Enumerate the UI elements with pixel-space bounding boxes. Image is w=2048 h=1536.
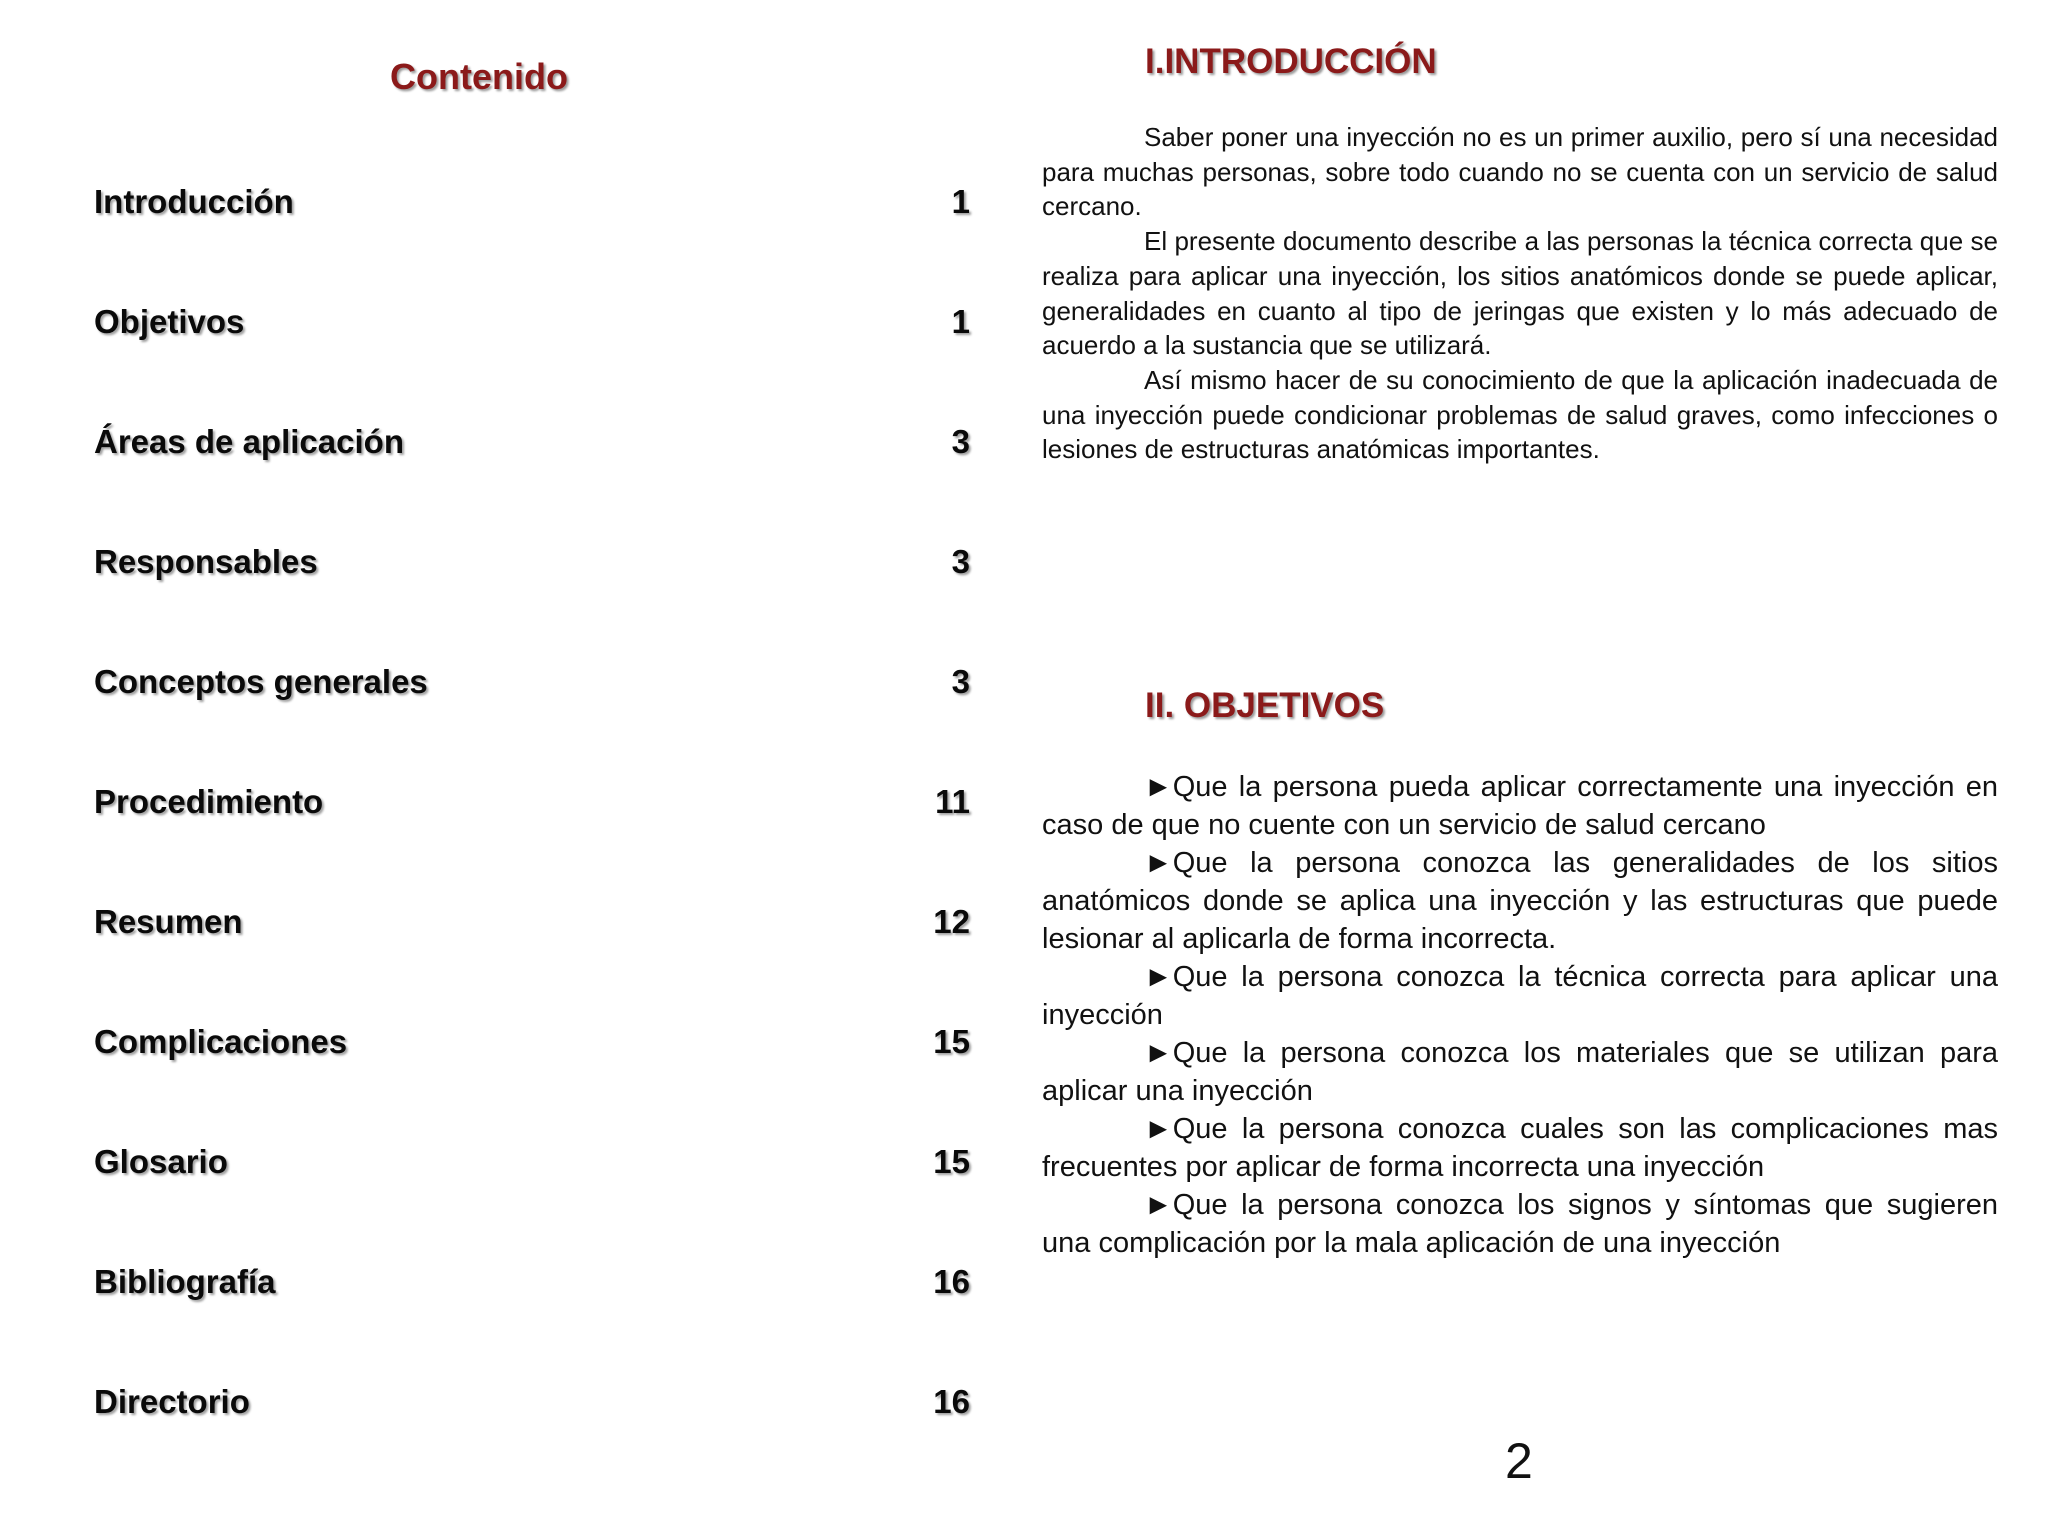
objective-item: ►Que la persona pueda aplicar correctamente una inyección en caso de que no cuente con un servicio de salud cercano	[1042, 771, 1998, 841]
objective-item: ►Que la persona conozca los signos y síntomas que sugieren una complicación por la mala aplicación de una inyección	[1042, 1189, 1998, 1259]
introduction-paragraph: Así mismo hacer de su conocimiento de que la aplicación inadecuada de una inyección puede condicionar problemas de salud graves, como infecciones o lesiones de estructuras anatómicas importantes.	[1042, 364, 1998, 465]
toc-entry-page: 11	[935, 783, 970, 820]
toc-entry-label: Directorio	[94, 1383, 250, 1420]
toc-entry[interactable]	[94, 1020, 970, 1140]
toc-entry-label: Áreas de aplicación	[94, 423, 404, 460]
toc-entry-page: 16	[933, 1263, 970, 1300]
toc-entry-label: Conceptos generales	[94, 663, 428, 700]
toc-entry-label: Glosario	[94, 1143, 228, 1180]
toc-entry-page: 1	[951, 303, 970, 340]
toc-entry[interactable]	[94, 1140, 970, 1260]
toc-entry-page: 16	[933, 1383, 970, 1420]
toc-entry[interactable]	[94, 1380, 970, 1500]
toc-entry[interactable]	[94, 540, 970, 660]
toc-entry-page: 3	[951, 423, 970, 460]
objective-item: ►Que la persona conozca la técnica correcta para aplicar una inyección	[1042, 961, 1998, 1031]
objective-item: ►Que la persona conozca las generalidades de los sitios anatómicos donde se aplica una inyección y las estructuras que puede lesionar al aplicarla de forma incorrecta.	[1042, 847, 1998, 955]
toc-entry-page: 1	[951, 183, 970, 220]
objectives-heading: II. OBJETIVOS	[1145, 686, 1385, 725]
toc-entry[interactable]	[94, 660, 970, 780]
toc-entry[interactable]	[94, 300, 970, 420]
toc-entry-page: 3	[951, 663, 970, 700]
toc-entry[interactable]	[94, 1260, 970, 1380]
introduction-heading: I.INTRODUCCIÓN	[1145, 42, 1437, 81]
page-number: 2	[1505, 1433, 1533, 1489]
introduction-paragraph: Saber poner una inyección no es un primer auxilio, pero sí una necesidad para muchas personas, sobre todo cuando no se cuenta con un servicio de salud cercano.	[1042, 122, 1998, 222]
toc-list	[94, 180, 970, 1500]
toc-entry[interactable]	[94, 780, 970, 900]
toc-entry-page: 15	[933, 1143, 970, 1180]
introduction-body	[1042, 120, 1998, 467]
toc-entry[interactable]	[94, 420, 970, 540]
toc-entry-label: Objetivos	[94, 303, 245, 340]
toc-entry-label: Resumen	[94, 903, 243, 940]
toc-entry-label: Responsables	[94, 543, 318, 580]
toc-entry-page: 3	[951, 543, 970, 580]
objectives-list	[1042, 768, 1998, 1262]
toc-entry[interactable]	[94, 900, 970, 1020]
toc-entry-label: Complicaciones	[94, 1023, 348, 1060]
toc-entry[interactable]	[94, 180, 970, 300]
introduction-paragraph: El presente documento describe a las personas la técnica correcta que se realiza para aplicar una inyección, los sitios anatómicos donde se puede aplicar, generalidades en cuanto al tipo de jeringas que existen y lo más adecuado de acuerdo a la sustancia que se utilizará.	[1042, 226, 1998, 361]
toc-entry-page: 12	[933, 903, 970, 940]
objective-item: ►Que la persona conozca cuales son las complicaciones mas frecuentes por aplicar de forma incorrecta una inyección	[1042, 1113, 1998, 1183]
toc-entry-page: 15	[933, 1023, 970, 1060]
objective-item: ►Que la persona conozca los materiales que se utilizan para aplicar una inyección	[1042, 1037, 1998, 1107]
toc-entry-label: Bibliografía	[94, 1263, 276, 1300]
toc-title: Contenido	[390, 56, 568, 97]
toc-entry-label: Introducción	[94, 183, 294, 220]
toc-entry-label: Procedimiento	[94, 783, 324, 820]
